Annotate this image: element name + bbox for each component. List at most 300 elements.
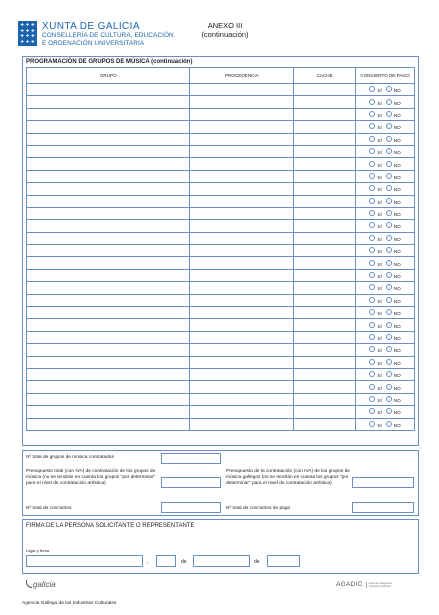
- table-row: [27, 344, 415, 356]
- paid-concert-options: [356, 86, 414, 93]
- no-label: NO: [393, 348, 401, 354]
- no-label: NO: [393, 137, 401, 143]
- yes-label: SÍ: [377, 137, 382, 143]
- paid-concert-options: [356, 99, 414, 106]
- yes-radio[interactable]: [369, 396, 381, 403]
- yes-label: SÍ: [377, 360, 382, 366]
- paid-concerts-label: Nº total de conciertos de pago: [226, 506, 291, 511]
- yes-radio[interactable]: [369, 161, 381, 168]
- yes-radio[interactable]: [369, 421, 381, 428]
- radio-circle-icon: [386, 346, 392, 352]
- column-header-paid-concert: CONCIERTO DE PAGO: [356, 68, 415, 84]
- group-cell[interactable]: [27, 356, 190, 368]
- table-row: [27, 158, 415, 170]
- cache-cell[interactable]: [294, 170, 356, 182]
- cache-cell[interactable]: [294, 145, 356, 157]
- no-radio[interactable]: [386, 210, 401, 217]
- cache-cell[interactable]: [294, 307, 356, 319]
- no-radio[interactable]: [386, 297, 401, 304]
- radio-circle-icon: [386, 260, 392, 266]
- radio-circle-icon: [386, 421, 392, 427]
- yes-radio[interactable]: [369, 371, 381, 378]
- cache-cell[interactable]: [294, 344, 356, 356]
- cache-cell[interactable]: [294, 257, 356, 269]
- table-row: [27, 307, 415, 319]
- yes-radio[interactable]: [369, 136, 381, 143]
- no-radio[interactable]: [386, 322, 401, 329]
- galicia-logo-text: galicia: [33, 580, 56, 589]
- radio-circle-icon: [369, 173, 375, 179]
- galicia-footer-logo: [26, 580, 56, 589]
- paid-concert-cell: [356, 183, 415, 195]
- no-radio[interactable]: [386, 309, 401, 316]
- annex-heading: [196, 21, 254, 39]
- radio-circle-icon: [369, 210, 375, 216]
- cache-cell[interactable]: [294, 232, 356, 244]
- origin-cell[interactable]: [190, 269, 294, 281]
- paid-concert-options: [356, 334, 414, 341]
- yes-radio[interactable]: [369, 148, 381, 155]
- galicia-swoosh-icon: [26, 580, 32, 588]
- no-radio[interactable]: [386, 284, 401, 291]
- paid-concert-cell: [356, 170, 415, 182]
- no-radio[interactable]: [386, 111, 401, 118]
- paid-concert-cell: [356, 307, 415, 319]
- group-cell[interactable]: [27, 207, 190, 219]
- de-separator-1: de: [181, 559, 187, 565]
- origin-cell[interactable]: [190, 170, 294, 182]
- paid-concert-cell: [356, 406, 415, 418]
- no-radio[interactable]: [386, 86, 401, 93]
- no-radio[interactable]: [386, 185, 401, 192]
- paid-concert-cell: [356, 344, 415, 356]
- paid-concert-options: [356, 247, 414, 254]
- no-label: NO: [393, 311, 401, 317]
- paid-concert-cell: [356, 84, 415, 96]
- yes-radio[interactable]: [369, 408, 381, 415]
- origin-cell[interactable]: [190, 121, 294, 133]
- radio-circle-icon: [386, 334, 392, 340]
- radio-circle-icon: [369, 371, 375, 377]
- paid-concert-options: [356, 346, 414, 353]
- yes-radio[interactable]: [369, 123, 381, 130]
- yes-radio[interactable]: [369, 359, 381, 366]
- table-row: [27, 84, 415, 96]
- radio-circle-icon: [386, 297, 392, 303]
- no-label: NO: [393, 150, 401, 156]
- cache-cell[interactable]: [294, 381, 356, 393]
- cache-cell[interactable]: [294, 294, 356, 306]
- radio-circle-icon: [386, 210, 392, 216]
- origin-cell[interactable]: [190, 108, 294, 120]
- paid-concert-options: [356, 173, 414, 180]
- radio-circle-icon: [369, 346, 375, 352]
- radio-circle-icon: [369, 235, 375, 241]
- yes-radio[interactable]: [369, 222, 381, 229]
- no-label: NO: [393, 373, 401, 379]
- year-field[interactable]: [267, 555, 300, 567]
- origin-cell[interactable]: [190, 183, 294, 195]
- no-label: NO: [393, 88, 401, 94]
- paid-concert-options: [356, 185, 414, 192]
- paid-concert-cell: [356, 356, 415, 368]
- radio-circle-icon: [386, 309, 392, 315]
- cache-cell[interactable]: [294, 368, 356, 380]
- origin-cell[interactable]: [190, 220, 294, 232]
- group-cell[interactable]: [27, 393, 190, 405]
- yes-radio[interactable]: [369, 334, 381, 341]
- no-radio[interactable]: [386, 123, 401, 130]
- yes-radio[interactable]: [369, 99, 381, 106]
- origin-cell[interactable]: [190, 393, 294, 405]
- group-cell[interactable]: [27, 170, 190, 182]
- yes-radio[interactable]: [369, 260, 381, 267]
- radio-circle-icon: [369, 272, 375, 278]
- cache-cell[interactable]: [294, 245, 356, 257]
- yes-label: SÍ: [377, 88, 382, 94]
- no-label: NO: [393, 125, 401, 131]
- paid-concert-options: [356, 161, 414, 168]
- group-cell[interactable]: [27, 269, 190, 281]
- agadic-logo-subtitle: Axencia Galega das Industrias Culturais: [366, 582, 394, 588]
- group-cell[interactable]: [27, 145, 190, 157]
- radio-circle-icon: [386, 272, 392, 278]
- yes-radio[interactable]: [369, 235, 381, 242]
- paid-concert-options: [356, 408, 414, 415]
- xunta-logo: [18, 21, 174, 47]
- paid-concert-cell: [356, 108, 415, 120]
- origin-cell[interactable]: [190, 368, 294, 380]
- radio-circle-icon: [369, 99, 375, 105]
- table-row: [27, 393, 415, 405]
- origin-cell[interactable]: [190, 356, 294, 368]
- no-label: NO: [393, 174, 401, 180]
- signature-title: FIRMA DE LA PERSONA SOLICITANTE O REPRESENTANTE: [26, 523, 195, 529]
- yes-radio[interactable]: [369, 322, 381, 329]
- column-header-cache: CACHE: [294, 68, 356, 84]
- no-radio[interactable]: [386, 148, 401, 155]
- origin-cell[interactable]: [190, 84, 294, 96]
- yes-radio[interactable]: [369, 111, 381, 118]
- no-radio[interactable]: [386, 161, 401, 168]
- radio-circle-icon: [386, 384, 392, 390]
- no-radio[interactable]: [386, 384, 401, 391]
- radio-circle-icon: [386, 136, 392, 142]
- no-radio[interactable]: [386, 272, 401, 279]
- table-row: [27, 96, 415, 108]
- no-radio[interactable]: [386, 198, 401, 205]
- yes-radio[interactable]: [369, 297, 381, 304]
- radio-circle-icon: [369, 247, 375, 253]
- day-field[interactable]: [156, 555, 176, 567]
- concerts-field[interactable]: [161, 502, 221, 513]
- table-row: [27, 331, 415, 343]
- cache-cell[interactable]: [294, 195, 356, 207]
- paid-concert-cell: [356, 257, 415, 269]
- group-cell[interactable]: [27, 195, 190, 207]
- no-label: NO: [393, 298, 401, 304]
- signature-section: [22, 519, 419, 574]
- yes-label: SÍ: [377, 274, 382, 280]
- paid-concert-cell: [356, 393, 415, 405]
- origin-cell[interactable]: [190, 282, 294, 294]
- agadic-logo: [336, 577, 402, 592]
- no-radio[interactable]: [386, 346, 401, 353]
- origin-cell[interactable]: [190, 232, 294, 244]
- no-label: NO: [393, 360, 401, 366]
- table-row: [27, 170, 415, 182]
- program-section: [22, 56, 419, 446]
- comma-separator: ,: [147, 559, 149, 565]
- paid-concert-cell: [356, 220, 415, 232]
- no-label: NO: [393, 187, 401, 193]
- origin-cell[interactable]: [190, 418, 294, 430]
- paid-concert-options: [356, 148, 414, 155]
- yes-label: SÍ: [377, 125, 382, 131]
- radio-circle-icon: [386, 322, 392, 328]
- group-cell[interactable]: [27, 307, 190, 319]
- cache-cell[interactable]: [294, 133, 356, 145]
- yes-radio[interactable]: [369, 198, 381, 205]
- yes-radio[interactable]: [369, 309, 381, 316]
- group-cell[interactable]: [27, 331, 190, 343]
- no-radio[interactable]: [386, 371, 401, 378]
- program-section-title: PROGRAMACIÓN DE GRUPOS DE MÚSICA (continuación): [26, 59, 193, 65]
- agadic-logo-text: AGADIC: [336, 581, 363, 588]
- radio-circle-icon: [369, 222, 375, 228]
- cache-cell[interactable]: [294, 84, 356, 96]
- cache-cell[interactable]: [294, 158, 356, 170]
- galician-budget-label: Presupuesto de la contratación (con IVA) de los grupos de música gallegos (no se tendrán en cuenta los grupos "por determinar" para el nivel de contratación artística): [226, 469, 350, 486]
- yes-radio[interactable]: [369, 210, 381, 217]
- annex-subtitle: (continuación): [201, 30, 249, 39]
- radio-circle-icon: [369, 111, 375, 117]
- radio-circle-icon: [386, 235, 392, 241]
- paid-concert-options: [356, 297, 414, 304]
- no-radio[interactable]: [386, 421, 401, 428]
- no-label: NO: [393, 397, 401, 403]
- cache-cell[interactable]: [294, 406, 356, 418]
- concerts-label: Nº total de conciertos: [26, 506, 72, 511]
- paid-concert-cell: [356, 121, 415, 133]
- groups-contracted-field[interactable]: [161, 453, 221, 464]
- group-cell[interactable]: [27, 418, 190, 430]
- no-radio[interactable]: [386, 247, 401, 254]
- group-cell[interactable]: [27, 368, 190, 380]
- paid-concert-cell: [356, 245, 415, 257]
- total-budget-field[interactable]: [161, 477, 221, 488]
- table-row: [27, 220, 415, 232]
- origin-cell[interactable]: [190, 331, 294, 343]
- radio-circle-icon: [369, 359, 375, 365]
- radio-circle-icon: [386, 123, 392, 129]
- origin-cell[interactable]: [190, 96, 294, 108]
- yes-label: SÍ: [377, 397, 382, 403]
- cache-cell[interactable]: [294, 96, 356, 108]
- program-table-body: [27, 84, 415, 431]
- cache-cell[interactable]: [294, 183, 356, 195]
- cache-cell[interactable]: [294, 108, 356, 120]
- table-row: [27, 183, 415, 195]
- group-cell[interactable]: [27, 84, 190, 96]
- cache-cell[interactable]: [294, 356, 356, 368]
- origin-cell[interactable]: [190, 344, 294, 356]
- radio-circle-icon: [369, 408, 375, 414]
- radio-circle-icon: [369, 123, 375, 129]
- no-radio[interactable]: [386, 235, 401, 242]
- group-cell[interactable]: [27, 108, 190, 120]
- origin-cell[interactable]: [190, 158, 294, 170]
- group-cell[interactable]: [27, 282, 190, 294]
- no-radio[interactable]: [386, 408, 401, 415]
- paid-concert-options: [356, 322, 414, 329]
- table-row: [27, 145, 415, 157]
- group-cell[interactable]: [27, 121, 190, 133]
- no-radio[interactable]: [386, 334, 401, 341]
- radio-circle-icon: [369, 322, 375, 328]
- group-cell[interactable]: [27, 319, 190, 331]
- radio-circle-icon: [369, 148, 375, 154]
- cache-cell[interactable]: [294, 220, 356, 232]
- yes-radio[interactable]: [369, 272, 381, 279]
- total-budget-label: Presupuesto total (con IVA) de contratación de los grupos de música (no se tendrán en cuenta los grupos "por determinar" para el nivel de contratación artística): [26, 469, 156, 486]
- paid-concert-cell: [356, 195, 415, 207]
- origin-cell[interactable]: [190, 145, 294, 157]
- origin-cell[interactable]: [190, 307, 294, 319]
- cache-cell[interactable]: [294, 331, 356, 343]
- table-row: [27, 269, 415, 281]
- no-radio[interactable]: [386, 260, 401, 267]
- no-label: NO: [393, 422, 401, 428]
- paid-concert-options: [356, 309, 414, 316]
- group-cell[interactable]: [27, 183, 190, 195]
- group-cell[interactable]: [27, 245, 190, 257]
- paid-concert-cell: [356, 381, 415, 393]
- cache-cell[interactable]: [294, 207, 356, 219]
- no-radio[interactable]: [386, 99, 401, 106]
- cache-cell[interactable]: [294, 121, 356, 133]
- yes-label: SÍ: [377, 162, 382, 168]
- yes-label: SÍ: [377, 150, 382, 156]
- agency-name: Agencia Gallega de las Industrias Culturales: [22, 601, 117, 606]
- group-cell[interactable]: [27, 344, 190, 356]
- cache-cell[interactable]: [294, 319, 356, 331]
- yes-label: SÍ: [377, 286, 382, 292]
- origin-cell[interactable]: [190, 257, 294, 269]
- yes-radio[interactable]: [369, 284, 381, 291]
- no-label: NO: [393, 286, 401, 292]
- paid-concert-cell: [356, 368, 415, 380]
- origin-cell[interactable]: [190, 133, 294, 145]
- origin-cell[interactable]: [190, 207, 294, 219]
- origin-cell[interactable]: [190, 406, 294, 418]
- radio-circle-icon: [386, 247, 392, 253]
- group-cell[interactable]: [27, 133, 190, 145]
- origin-cell[interactable]: [190, 245, 294, 257]
- origin-cell[interactable]: [190, 195, 294, 207]
- group-cell[interactable]: [27, 232, 190, 244]
- yes-radio[interactable]: [369, 247, 381, 254]
- no-label: NO: [393, 410, 401, 416]
- group-cell[interactable]: [27, 381, 190, 393]
- no-label: NO: [393, 162, 401, 168]
- paid-concert-options: [356, 123, 414, 130]
- group-cell[interactable]: [27, 96, 190, 108]
- radio-circle-icon: [369, 334, 375, 340]
- month-field[interactable]: [193, 555, 250, 567]
- yes-label: SÍ: [377, 174, 382, 180]
- group-cell[interactable]: [27, 158, 190, 170]
- paid-concert-cell: [356, 282, 415, 294]
- origin-cell[interactable]: [190, 381, 294, 393]
- column-header-group: GRUPO: [27, 68, 190, 84]
- yes-label: SÍ: [377, 199, 382, 205]
- paid-concert-cell: [356, 207, 415, 219]
- no-radio[interactable]: [386, 396, 401, 403]
- yes-label: SÍ: [377, 348, 382, 354]
- table-row: [27, 245, 415, 257]
- group-cell[interactable]: [27, 257, 190, 269]
- cache-cell[interactable]: [294, 418, 356, 430]
- galician-budget-field[interactable]: [352, 477, 414, 488]
- yes-radio[interactable]: [369, 384, 381, 391]
- group-cell[interactable]: [27, 220, 190, 232]
- radio-circle-icon: [369, 396, 375, 402]
- place-date-label: Lugar y fecha: [26, 549, 50, 553]
- annex-title: ANEXO III: [207, 21, 243, 30]
- paid-concert-options: [356, 111, 414, 118]
- table-row: [27, 207, 415, 219]
- yes-label: SÍ: [377, 323, 382, 329]
- yes-label: SÍ: [377, 112, 382, 118]
- table-row: [27, 368, 415, 380]
- paid-concert-cell: [356, 269, 415, 281]
- no-radio[interactable]: [386, 222, 401, 229]
- paid-concert-options: [356, 260, 414, 267]
- no-radio[interactable]: [386, 359, 401, 366]
- yes-label: SÍ: [377, 100, 382, 106]
- origin-cell[interactable]: [190, 294, 294, 306]
- radio-circle-icon: [369, 384, 375, 390]
- radio-circle-icon: [386, 86, 392, 92]
- place-field[interactable]: [26, 555, 143, 567]
- radio-circle-icon: [386, 284, 392, 290]
- paid-concert-options: [356, 284, 414, 291]
- cache-cell[interactable]: [294, 269, 356, 281]
- paid-concert-options: [356, 235, 414, 242]
- yes-radio[interactable]: [369, 173, 381, 180]
- groups-contracted-label: Nº total de grupos de música contratados: [26, 455, 114, 460]
- no-label: NO: [393, 261, 401, 267]
- radio-circle-icon: [369, 86, 375, 92]
- cache-cell[interactable]: [294, 393, 356, 405]
- origin-cell[interactable]: [190, 319, 294, 331]
- group-cell[interactable]: [27, 294, 190, 306]
- totals-section: [22, 450, 419, 516]
- yes-radio[interactable]: [369, 86, 381, 93]
- cache-cell[interactable]: [294, 282, 356, 294]
- paid-concerts-field[interactable]: [352, 502, 414, 513]
- no-radio[interactable]: [386, 136, 401, 143]
- paid-concert-options: [356, 396, 414, 403]
- yes-radio[interactable]: [369, 185, 381, 192]
- yes-radio[interactable]: [369, 346, 381, 353]
- no-radio[interactable]: [386, 173, 401, 180]
- group-cell[interactable]: [27, 406, 190, 418]
- no-label: NO: [393, 212, 401, 218]
- yes-label: SÍ: [377, 422, 382, 428]
- no-label: NO: [393, 336, 401, 341]
